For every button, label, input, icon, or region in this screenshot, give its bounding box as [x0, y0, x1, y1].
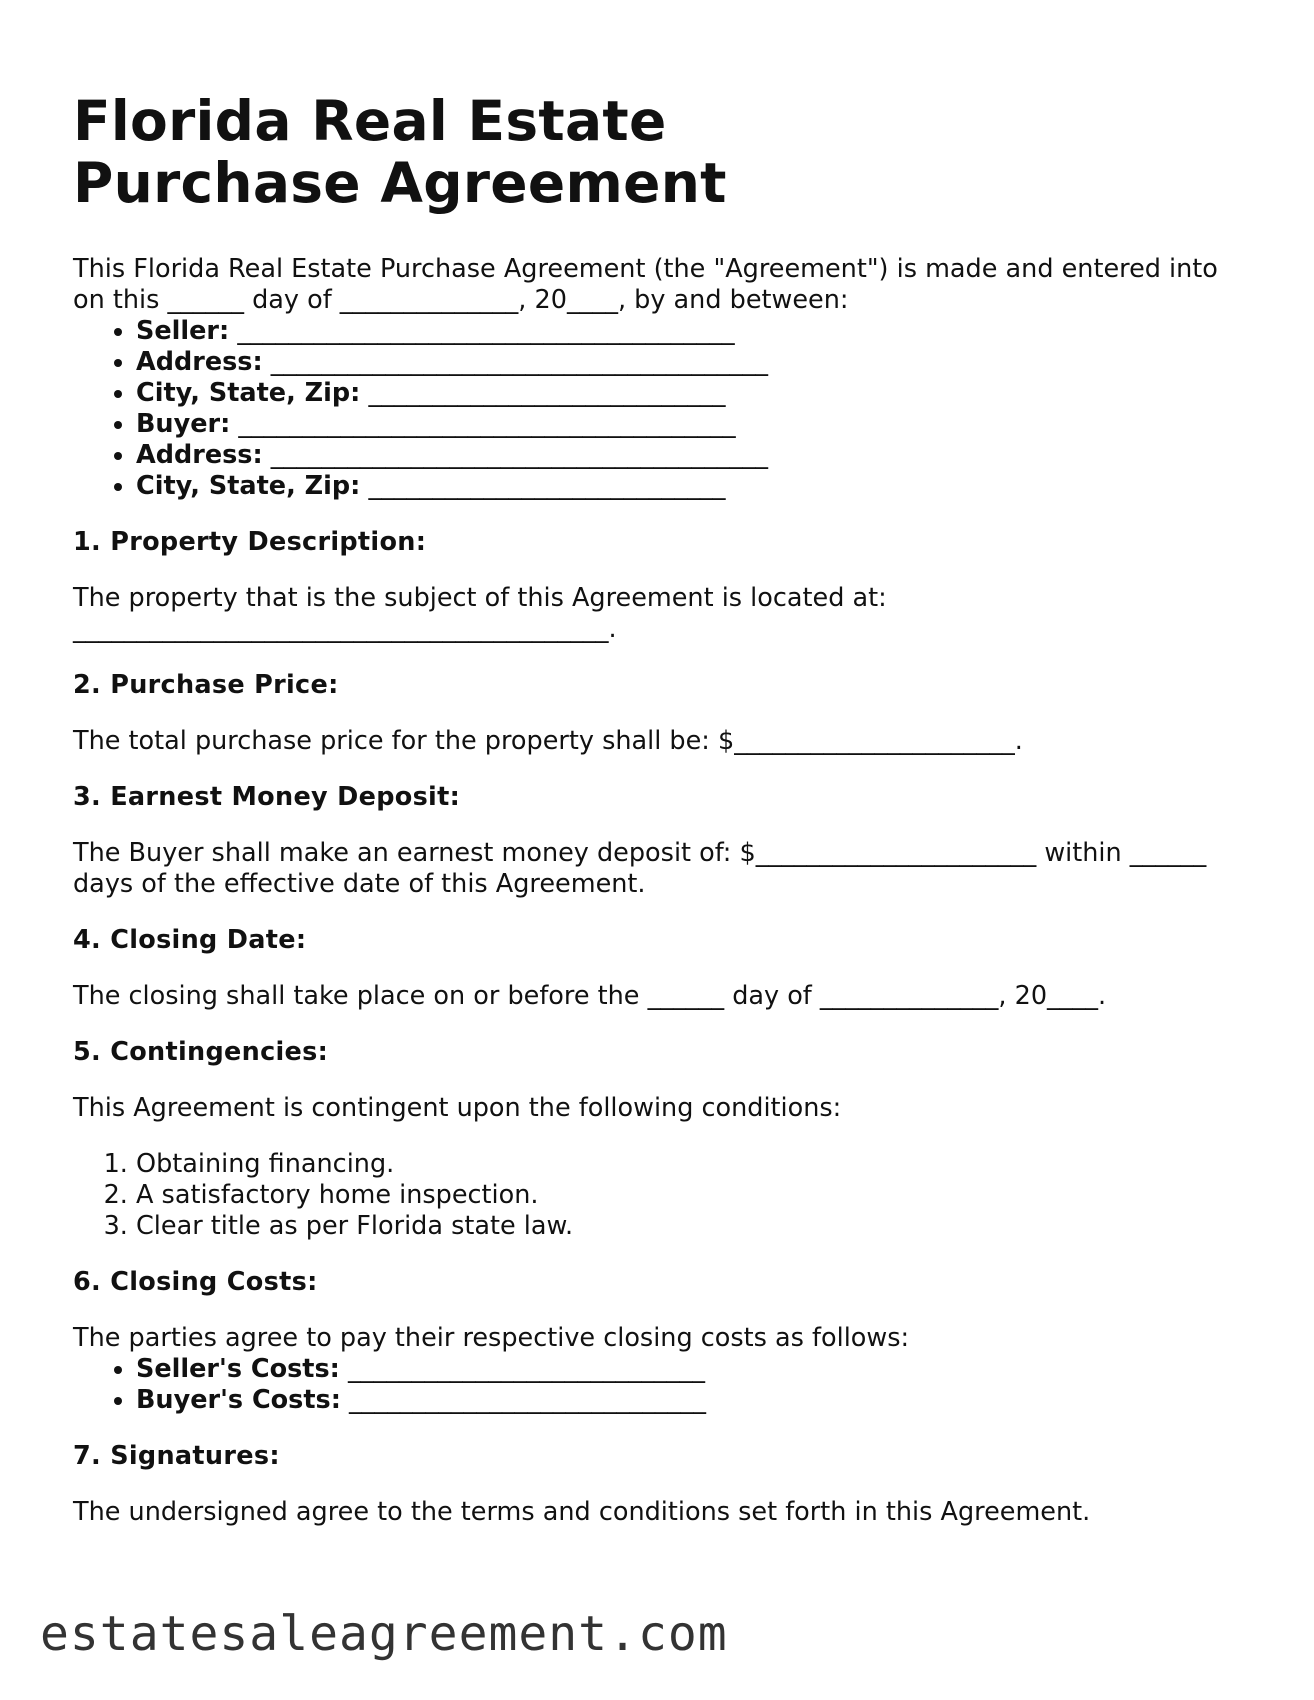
- contingency-item: 1. Obtaining financing.: [136, 1149, 1253, 1180]
- seller-city-label: City, State, Zip:: [136, 378, 361, 408]
- section-7-body: The undersigned agree to the terms and conditions set forth in this Agreement.: [73, 1497, 1091, 1527]
- intro-paragraph: This Florida Real Estate Purchase Agreement (the "Agreement") is made and entered into on this ______ day of ______________, 20____, by and between:: [73, 254, 1218, 315]
- buyer-address-item: [136, 440, 1253, 471]
- section-3-body: The Buyer shall make an earnest money deposit of: $______________________ within ______ days of the effective date of this Agreement.: [73, 838, 1207, 899]
- seller-costs-label: Seller's Costs:: [136, 1354, 340, 1384]
- buyer-address-label: Address:: [136, 440, 263, 470]
- contingency-item: 2. A satisfactory home inspection.: [136, 1180, 1253, 1211]
- seller-city-blank: ____________________________: [368, 378, 726, 408]
- seller-name-label: Seller:: [136, 316, 230, 346]
- buyer-name-blank: _______________________________________: [238, 409, 736, 439]
- closing-costs-list: [73, 1354, 1253, 1416]
- section-1-body: The property that is the subject of this Agreement is located at: __________________________________________.: [73, 583, 887, 644]
- section-6-body: The parties agree to pay their respective closing costs as follows:: [73, 1323, 910, 1353]
- seller-address-label: Address:: [136, 347, 263, 377]
- buyer-city-blank: ____________________________: [368, 471, 726, 501]
- buyer-costs-label: Buyer's Costs:: [136, 1385, 341, 1415]
- buyer-info-list: [73, 409, 1253, 502]
- section-5-body: This Agreement is contingent upon the following conditions:: [73, 1093, 842, 1123]
- seller-costs-blank: ____________________________: [347, 1354, 705, 1384]
- buyer-name-item: [136, 409, 1253, 440]
- seller-costs-item: [136, 1354, 1253, 1385]
- section-5-title: 5. Contingencies:: [73, 1037, 329, 1067]
- section-2-body: The total purchase price for the property shall be: $______________________.: [73, 726, 1023, 756]
- seller-address-item: [136, 347, 1253, 378]
- seller-city-item: [136, 378, 1253, 409]
- buyer-city-item: [136, 471, 1253, 502]
- contingencies-list: [73, 1149, 1253, 1242]
- buyer-costs-blank: ____________________________: [349, 1385, 707, 1415]
- document-title: Florida Real Estate Purchase Agreement: [73, 89, 727, 215]
- section-7-title: 7. Signatures:: [73, 1441, 280, 1471]
- buyer-name-label: Buyer:: [136, 409, 231, 439]
- section-4-body: The closing shall take place on or before the ______ day of ______________, 20____.: [73, 981, 1107, 1011]
- section-2-title: 2. Purchase Price:: [73, 670, 339, 700]
- seller-info-list: [73, 316, 1253, 409]
- seller-name-blank: _______________________________________: [237, 316, 735, 346]
- section-1-title: 1. Property Description:: [73, 527, 427, 557]
- site-watermark: estatesaleagreement.com: [40, 1606, 728, 1662]
- section-4-title: 4. Closing Date:: [73, 925, 307, 955]
- contingency-item: 3. Clear title as per Florida state law.: [136, 1211, 1253, 1242]
- document-page: [73, 90, 1253, 1528]
- section-3-title: 3. Earnest Money Deposit:: [73, 782, 461, 812]
- buyer-city-label: City, State, Zip:: [136, 471, 361, 501]
- buyer-address-blank: _______________________________________: [270, 440, 769, 470]
- buyer-costs-item: [136, 1385, 1253, 1416]
- section-6-title: 6. Closing Costs:: [73, 1267, 318, 1297]
- seller-address-blank: _______________________________________: [270, 347, 769, 377]
- seller-name-item: [136, 316, 1253, 347]
